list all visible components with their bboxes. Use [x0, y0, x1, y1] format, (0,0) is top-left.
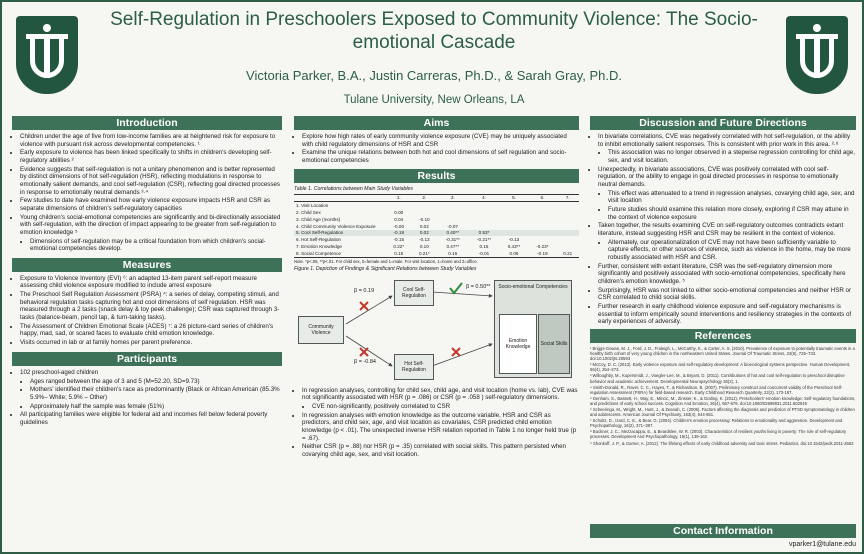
table-header-row [294, 194, 579, 202]
social-skills-box: Social Skills [538, 314, 570, 374]
table-cell [500, 202, 529, 209]
table-cell: 4. Child Community Violence Exposure [296, 223, 376, 229]
table-caption: Table 1. Correlations between Main Study Variables [294, 185, 413, 192]
table-cell [468, 223, 499, 230]
reference-item: ⁵ Denham, S., Bassett, H., Way, E., Mincic, M., Zinsser, K., & Graling, K. (2012). Preschoolers' emotion knowledge: Self-regulatory foundations, and predictions of early school success. Cognition And Emotion, 26(4), 667-679. doi:10.1080/02699931.2011.602049 [590, 395, 856, 406]
table-header-cell: 1. [386, 194, 412, 202]
table-cell: 8. Social Competence [294, 250, 386, 257]
results-heading: Results [294, 169, 579, 183]
beta-label-3: β = 0.50** [466, 283, 491, 290]
table-header-cell [294, 194, 386, 202]
reference-item: ⁶ Scheeringa, M., Wright, M., Hunt, J., & Zeanah, C. (2006). Factors affecting the diagnosis and prediction of PTSD symptomatology in children and adolescents. American Journal Of Psychiatry, 163(4), 644-651. [590, 406, 855, 418]
table-cell: -0.13 [419, 237, 430, 243]
table-cell [528, 236, 556, 243]
table-cell: -0.13 [508, 237, 520, 243]
table-cell: 6. Hot Self-Regulation [296, 237, 341, 243]
discussion-item: • In bivariate correlations, CVE was negatively correlated with hot self-regulation, or the ability to inhibit emotionally salient responses. This is consistent with prior work in this area. ²·⁸ [598, 133, 856, 148]
table-cell [528, 202, 556, 209]
table-cell: 0.40** [437, 230, 468, 237]
table-cell [557, 230, 580, 237]
table-cell: 3. Child Age (months) [296, 216, 341, 222]
discussion-subitem: • Future studies should examine this relation more closely, exploring if CSR may attune in the context of violence exposure [608, 206, 856, 221]
table-header-cell: 6. [528, 194, 556, 202]
table-cell: 0.47** [446, 244, 459, 250]
table-cell [528, 230, 556, 237]
reference-item: ⁴ Smith-Donald, R., Raver, C. C., Hayes, T., & Richardson, B. (2007). Preliminary construct and concurrent validity of the Preschool Self-regulation Assessment (PSRA) for field-based research. Early Childhood Research Quarterly, 22(2), 173-187. [590, 384, 843, 395]
table-cell: 5. Cool Self-Regulation [294, 230, 386, 237]
discussion-item: • Unexpectedly, in bivariate associations, CVE was positively correlated with cool self-regulation, or the ability to engage in goal directed processes in response to emotionally neutral demands. [598, 166, 856, 189]
reference-item: ⁹ Shonkoff, J. P., & Garner, A. (2012). The lifelong effects of early childhood adversity and toxic stress. Pediatrics, doi:10.1542/peds.2011-2663 [590, 440, 854, 446]
aim-item: • Explore how high rates of early community violence exposure (CVE) may be uniquely associated with child regulatory dimensions of HSR and CSR [302, 133, 579, 148]
discussion-subitem: • This association was no longer observed in a stepwise regression controlling for child age, sex, and visit location. [608, 149, 856, 164]
tu-shield-icon [16, 16, 78, 94]
table-cell [557, 236, 580, 243]
table-cell [500, 216, 529, 223]
intro-item: • Children under the age of five from low-income families are at heightened risk for exposure to violence with pursuant risk across developmental competencies. ¹ [20, 133, 282, 148]
table-cell [528, 223, 556, 230]
result-item: • In regression analyses, controlling for child sex, child age, and visit location (home vs. lab), CVE was not significantly associated with HSR (p = .086) or CSR (p = .058 ) self-regulatory dimensions. [302, 387, 579, 402]
results-body [294, 387, 579, 459]
table-cell [386, 202, 412, 209]
table-row [294, 230, 579, 237]
reference-item: ³ Willoughby, M., Kupersmidt, J., Voegler-Lee, M., & Bryant, D. (2011). Contributions of hot and cool self-regulation to preschool disruptive behavior and academic achievement. Developmental Neuropsychology 36(2), 1. [590, 373, 845, 384]
table-cell [528, 209, 556, 216]
beta-label-2: β = -0.84 [354, 358, 376, 365]
measure-item: • Exposure to Violence Inventory (EVI) ⁶: an adapted 13-item parent self-report measure assessing child violence exposure modified to include arrest exposure [20, 275, 282, 290]
table-cell: 0.16 [386, 250, 412, 257]
table-cell [412, 202, 438, 209]
result-item: • Neither CSR (p = .88) nor HSR (p = .35) correlated with social skills. This pattern persisted when covarying child age, sex, and visit location. [302, 443, 579, 458]
intro-item: • Evidence suggests that self-regulation is not a unitary phenomenon and is better represented by distinct dimensions of hot self-regulation (HSR), reflecting modulations in response to emotionally salient demands, and cool self-regulation (CSR), reflecting goal directed processes in response to emotionally neutral demands ³·⁴ [20, 166, 282, 196]
x-mark-icon [360, 348, 368, 356]
introduction-heading: Introduction [12, 116, 282, 130]
table-row [294, 209, 579, 216]
measure-item: • Visits occurred in lab or at family homes per parent preference. [20, 339, 282, 347]
table-cell: -0.07 [447, 223, 458, 229]
references-list [590, 346, 856, 446]
table-cell [468, 209, 499, 216]
table-row [294, 236, 579, 243]
participants-subitem: • Mothers' identified their children's race as predominantly (Black or African American (85.3% 5.9%– White; 5.9% – Other) [30, 386, 282, 401]
reference-item: ⁸ Buckner, J. C., Mezzacappa, E., & Beardslee, W. R. (2003). Characteristics of resilient youths living in poverty: The role of self-regulatory processes. Development And Psychopathology, 15(1), 139-162. [590, 429, 847, 440]
table-cell: -0.15 [393, 237, 405, 243]
reference-item: ⁷ Schultz, D., Izard, C. E., & Bear, G. (2004). Children's emotion processing: Relations to emotionality and aggression. Development and Psychopathology, 16(2), 371–387. [590, 418, 843, 429]
aims-heading: Aims [294, 116, 579, 130]
table-cell: 0.21* [412, 250, 438, 257]
check-mark-icon [450, 283, 462, 293]
table-cell: -0.31** [445, 237, 460, 243]
table-cell [468, 216, 499, 223]
participants-last: • All participating families were eligible for federal aid and incomes fell below federal poverty guidelines [20, 411, 282, 426]
table-cell: 0.16 [437, 250, 468, 257]
discussion-item: • Surprisingly, HSR was not linked to either socio-emotional competencies and neither HSR or CSR correlated to child social skills. [598, 287, 856, 302]
table-cell: 1. Visit Location [296, 203, 329, 209]
table-header-cell: 5. [500, 194, 529, 202]
cve-box: Community Violence [298, 316, 344, 344]
table-cell: -0.00 [393, 223, 405, 229]
university-logo-left [16, 16, 78, 94]
table-cell [500, 223, 529, 230]
tu-shield-icon [786, 16, 848, 94]
table-row [294, 216, 579, 223]
hsr-box: Hot Self-Regulation [394, 354, 434, 380]
table-header-cell: 3. [437, 194, 468, 202]
table-cell: 0.22* [393, 244, 405, 250]
table-cell: -0.23* [536, 244, 549, 250]
middle-column [294, 114, 579, 460]
table-cell [557, 223, 580, 230]
table-cell [557, 243, 580, 250]
contact-email[interactable]: vparker1@tulane.edu [788, 541, 856, 548]
table-cell: 0.10 [419, 244, 429, 250]
table-cell: 0.43** [507, 244, 521, 250]
table-note: Note. *p<.05, **p<.01. For child sex, 0=female and 1=male. For visit location, 1=home and 2=office. [294, 258, 478, 264]
table-row [294, 202, 579, 209]
intro-subitem: • Dimensions of self-regulation may be a critical foundation from which children's social-emotional competencies develop. [30, 238, 282, 253]
result-subitem: • CVE non-significantly, positively correlated to CSR [312, 403, 579, 411]
table-row [294, 223, 579, 230]
university-logo-right [786, 16, 848, 94]
table-body [294, 202, 579, 257]
discussion-item: • Taken together, the results examining CVE on self-regulatory outcomes contradicts extant literature, instead suggesting HSR and CSR may be resilient in the context of violence. [598, 222, 856, 237]
table-cell: 0.06 [500, 250, 529, 257]
aim-item: • Examine the unique relations between both hot and cool dimensions of self regulation and socio-emotional competencies [302, 149, 579, 164]
table-cell [437, 209, 468, 216]
table-header-cell: 7. [557, 194, 580, 202]
table-cell [412, 209, 438, 216]
table-cell [500, 209, 529, 216]
discussion-body [590, 133, 856, 326]
correlation-table [294, 194, 579, 258]
result-item: • In regression analyses with emotion knowledge as the outcome variable, HSR and CSR as predictors, and child sex, age, and visit location as covariates, CSR predicted child emotion knowledge (p < .01). The unexpected inverse HSR relation reported in Table 1 no longer held true (p = .67). [302, 412, 579, 442]
intro-item: • Few studies to date have examined how early violence exposure impacts HSR and CSR as separate dimensions of children's self-regulatory capacities [20, 197, 282, 212]
contact-section [590, 522, 856, 548]
discussion-subitem: • This effect was attenuated to a trend in regression analyses, covarying child age, sex, and visit location [608, 190, 856, 205]
table-cell: 0.04 [394, 216, 404, 222]
table-cell: -0.18 [386, 230, 412, 237]
author-list: Victoria Parker, B.A., Justin Carreras, Ph.D., & Sarah Gray, Ph.D. [246, 68, 622, 83]
measures-heading: Measures [12, 258, 282, 272]
reference-item: ² McCoy, D. C. (2013). Early violence exposure and self-regulatory development: A bioecological systems perspective. Human Development, 56(4), 254–273. [590, 362, 851, 373]
competencies-label: Socio-emotional Competencies [498, 283, 568, 290]
participants-heading: Participants [12, 352, 282, 366]
table-header-cell: 4. [468, 194, 499, 202]
table-cell: -0.21** [476, 237, 492, 243]
x-mark-icon [452, 348, 460, 356]
table-cell [437, 202, 468, 209]
table-cell [557, 216, 580, 223]
table-header-cell: 2. [412, 194, 438, 202]
table-cell [468, 202, 499, 209]
intro-item: • Young children's social-emotional competencies are significantly and bi-directionally associated with self-regulation, with the direction of impact appearing to be greater from self-regulation to emotion knowledge ⁵ [20, 214, 282, 237]
right-column [590, 114, 856, 447]
results-figure [294, 274, 579, 384]
participants-subitem: • Ages ranged between the age of 3 and 5 (M=52.20, SD=9.73) [30, 378, 282, 386]
references-heading: References [590, 329, 856, 343]
reference-item: ¹ Briggs-Gowan, M. J., Ford, J. D., Fraleigh, L., McCarthy, K., & Carter, A. S. (2010). Prevalence of exposure to potentially traumatic events in a healthy birth cohort of very young children in the northeastern United States. Journal Of Traumatic Stress, 23(6), 725–733. doi:10.1002/jts.20593 [590, 345, 855, 362]
table-cell: -0.10 [419, 216, 430, 222]
table-cell: 2. Child Sex [296, 210, 321, 216]
emotion-knowledge-box: Emotion Knowledge [499, 314, 537, 374]
introduction-body [12, 133, 282, 253]
table-cell: -0.19 [528, 250, 556, 257]
aims-body [294, 133, 579, 165]
table-row [294, 250, 579, 257]
beta-label-1: β = 0.19 [354, 287, 375, 294]
discussion-item: • Further research in early childhood violence exposure and self-regulatory mechanisms is essential to inform empirically sound interventions and resiliency strategies in the contexts of early experiences of adversity. [598, 303, 856, 326]
table-cell: 0.02 [419, 223, 429, 229]
measures-body [12, 275, 282, 347]
x-mark-icon [360, 302, 368, 310]
table-row [294, 243, 579, 250]
intro-item: • Early exposure to violence has been linked specifically to shifts in children's developing self-regulatory abilities ² [20, 149, 282, 164]
discussion-subitem: • Alternately, our operationalization of CVE may not have been sufficiently variable to capture effects, or other sources of violence, such as violence in the home, may be more robustly associated with HSR and CSR. [608, 239, 856, 262]
table-cell [500, 230, 529, 237]
table-cell [528, 216, 556, 223]
participants-body [12, 369, 282, 427]
table-cell: 0.21 [557, 250, 580, 257]
discussion-heading: Discussion and Future Directions [590, 116, 856, 130]
figure-caption: Figure 1. Depiction of Findings & Significant Relations between Study Variables [294, 265, 477, 272]
discussion-item: • Further, consistent with extant literature, CSR was the self-regulatory dimension more significantly and positively associated with socio-emotional competencies, specifically here children's emotion knowledge. ⁵ [598, 263, 856, 286]
participants-lead: • 102 preschool-aged children [20, 369, 282, 377]
contact-heading: Contact Information [590, 524, 856, 538]
table-cell [557, 209, 580, 216]
table-cell: 0.53* [468, 230, 499, 237]
poster-title: Self-Regulation in Preschoolers Exposed to Community Violence: The Socio-emotional Cascade [110, 9, 758, 53]
table-cell: 7. Emotion Knowledge [296, 244, 342, 250]
csr-box: Cool Self-Regulation [394, 280, 434, 306]
table-cell: 0.02 [412, 230, 438, 237]
table-cell [437, 216, 468, 223]
table-cell [557, 202, 580, 209]
left-column [12, 114, 282, 428]
table-cell: 0.00 [394, 210, 404, 216]
measure-item: • The Preschool Self Regulation Assessment (PSRA) ⁴: a series of delay, competing stimuli, and behavioral regulation tasks capturing hot and cool dimensions of self regulation. HSR was measured through a 2 tasks (snack delay & toy peek challenge); CSR was captured through 3-tasks (balance-beam, pencil tap, & turn-taking tasks). [20, 291, 282, 321]
table-cell: -0.01 [468, 250, 499, 257]
affiliation: Tulane University, New Orleans, LA [343, 94, 525, 106]
measure-item: • The Assessment of Children Emotional Scale (ACES) ⁷: a 26 picture-card series of children's happy, mad, sad, or scared faces to evaluate child emotion knowledge. [20, 323, 282, 338]
table-cell: 0.15 [479, 244, 489, 250]
participants-subitem: • Approximately half the sample was female (51%) [30, 403, 282, 411]
